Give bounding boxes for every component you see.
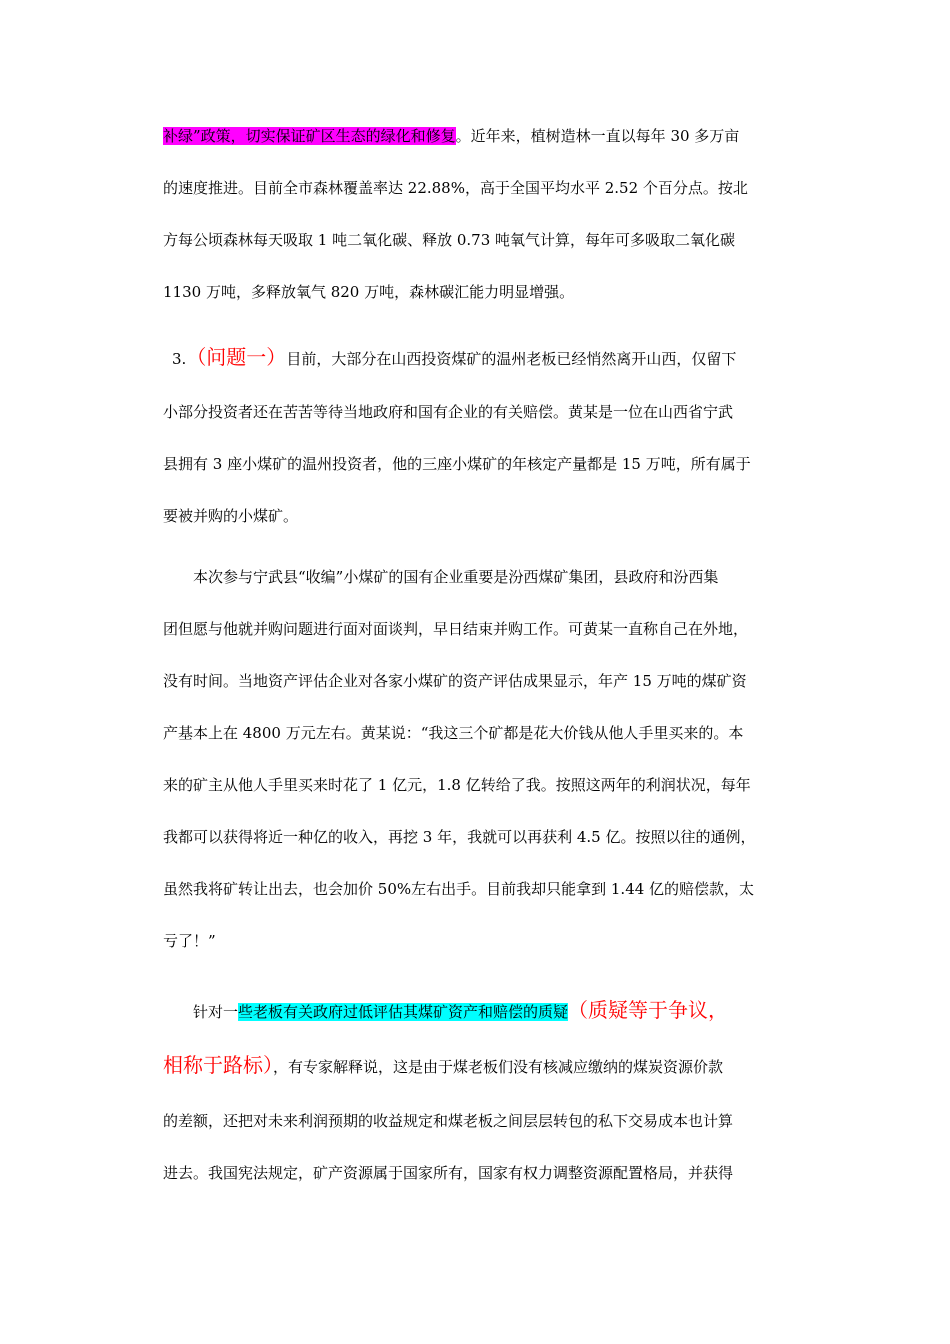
paragraph-1-line-2: 的速度推进。目前全市森林覆盖率达 22.88%，高于全国平均水平 2.52 个百分点。按北 [163,179,748,197]
paragraph-1-line-4: 1130 万吨，多释放氧气 820 万吨，森林碳汇能力明显增强。 [163,283,575,301]
highlighted-text: 补绿”政策，切实保证矿区生态的绿化和修复 [163,127,456,145]
annotation-note: （问题一） [186,345,287,369]
paragraph-4-line-3: 的差额，还把对未来利润预期的收益规定和煤老板之间层层转包的私下交易成本也计算 [163,1112,734,1130]
body-text: 。近年来，植树造林一直以每年 30 多万亩 [455,127,740,145]
paragraph-3-line-7: 虽然我将矿转让出去，也会加价 50%左右出手。目前我却只能拿到 1.44 亿的赔偿款，太 [163,880,755,898]
annotation-note: （质疑等于争议， [568,998,729,1022]
paragraph-4-line-1 [193,996,893,1026]
paragraph-4-line-4: 进去。我国宪法规定，矿产资源属于国家所有，国家有权力调整资源配置格局，并获得 [163,1164,734,1182]
annotation-note: 相称于路标） [163,1053,273,1077]
paragraph-3-line-2: 团但愿与他就并购问题进行面对面谈判，早日结束并购工作。可黄某一直称自己在外地， [163,620,749,638]
highlighted-text: 些老板有关政府过低评估其煤矿资产和赔偿的质疑 [238,1003,569,1021]
paragraph-2-line-3: 县拥有 3 座小煤矿的温州投资者，他的三座小煤矿的年核定产量都是 15 万吨，所有属于 [163,455,751,473]
paragraph-1-line-1 [163,125,863,147]
body-text: ，有专家解释说，这是由于煤老板们没有核减应缴纳的煤炭资源价款 [273,1058,724,1076]
paragraph-3-line-4: 产基本上在 4800 万元左右。黄某说：“我这三个矿都是花大价钱从他人手里买来的。本 [163,724,744,742]
paragraph-3-line-3: 没有时间。当地资产评估企业对各家小煤矿的资产评估成果显示，年产 15 万吨的煤矿资 [163,672,747,690]
paragraph-1-line-3: 方每公顷森林每天吸取 1 吨二氧化碳、释放 0.73 吨氧气计算，每年可多吸取二氧化碳 [163,231,736,249]
paragraph-2-line-2: 小部分投资者还在苦苦等待当地政府和国有企业的有关赔偿。黄某是一位在山西省宁武 [163,403,734,421]
paragraph-3-line-5: 来的矿主从他人手里买来时花了 1 亿元，1.8 亿转给了我。按照这两年的利润状况，每年 [163,776,751,794]
paragraph-2-line-4: 要被并购的小煤矿。 [163,507,299,525]
item-number: 3. [172,350,187,368]
paragraph-3-line-6: 我都可以获得将近一种亿的收入，再挖 3 年，我就可以再获利 4.5 亿。按照以往的通例， [163,828,756,846]
body-text: 针对一 [193,1003,239,1021]
paragraph-3-line-1: 本次参与宁武县“收编”小煤矿的国有企业重要是汾西煤矿集团，县政府和汾西集 [193,568,719,586]
paragraph-3-line-8: 亏了！” [163,932,216,950]
paragraph-2-line-1 [172,344,872,372]
body-text: 目前，大部分在山西投资煤矿的温州老板已经悄然离开山西，仅留下 [286,350,737,368]
paragraph-4-line-2 [163,1051,863,1081]
